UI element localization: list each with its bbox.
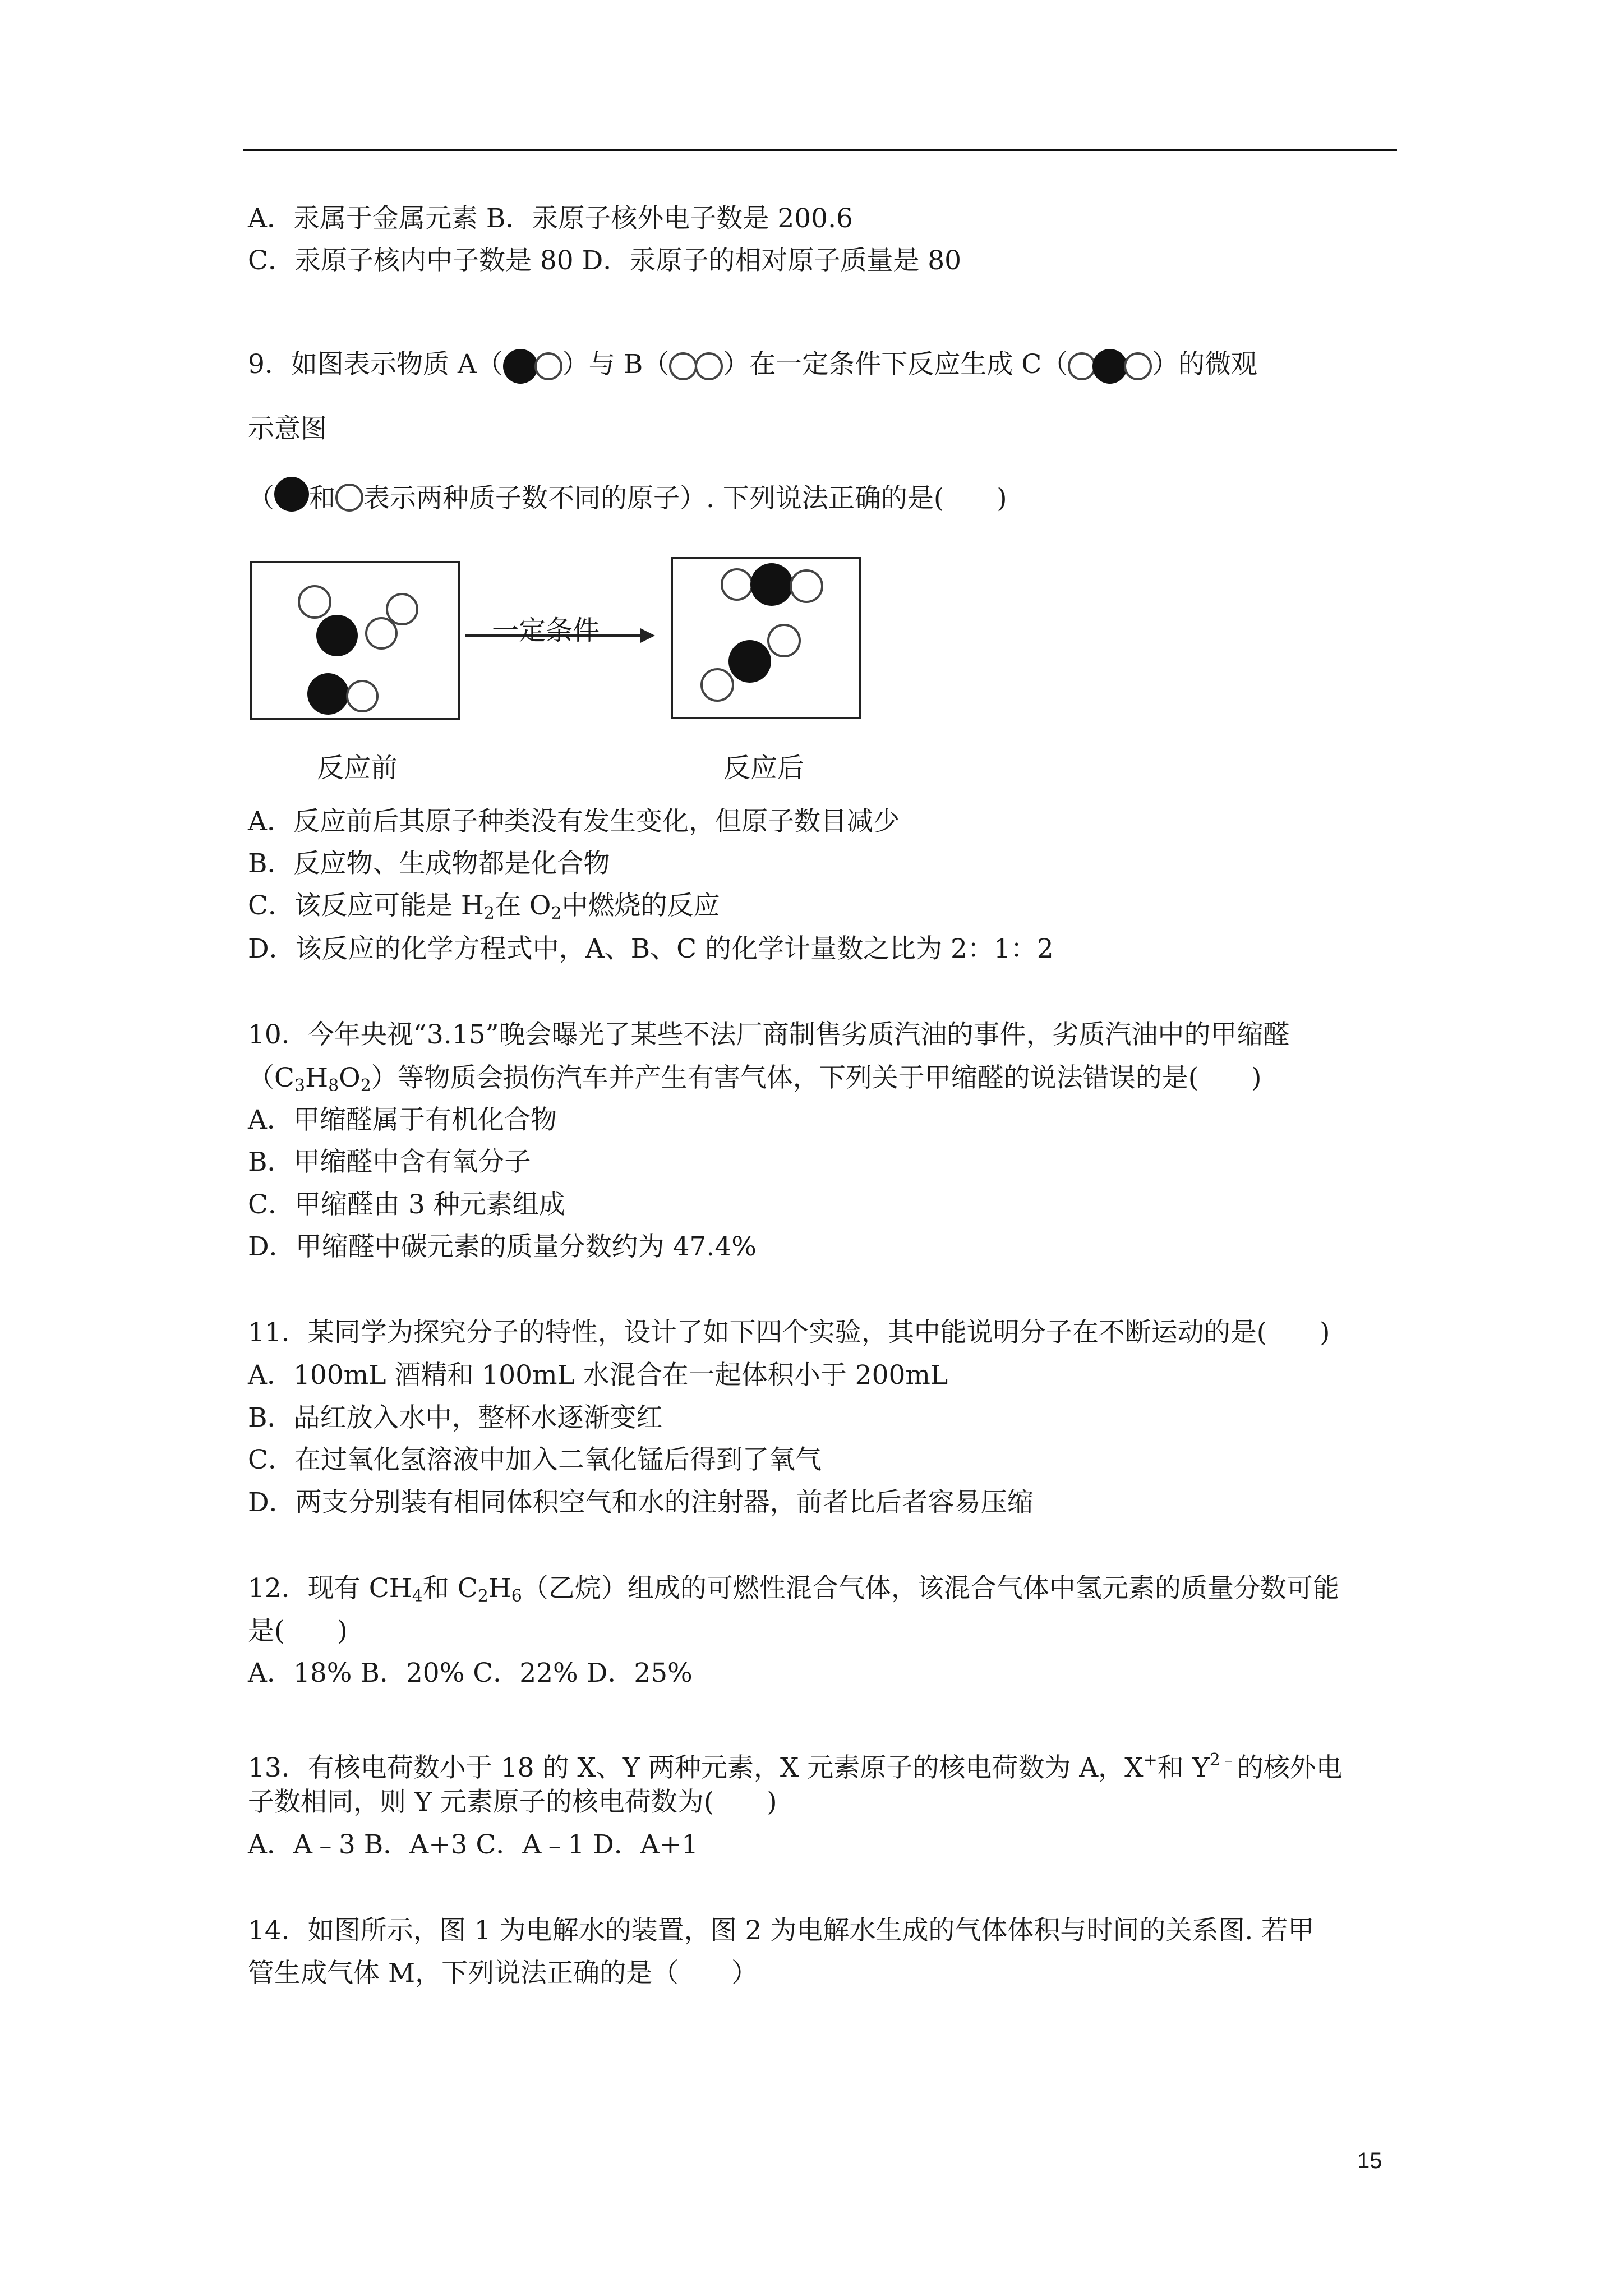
after-label: 反应后 — [723, 753, 805, 783]
molecule-c-icon — [1068, 349, 1152, 384]
atom-white — [347, 681, 377, 711]
q12-options: A．18% B．20% C．22% D．25% — [248, 1658, 693, 1688]
q8-options-cd: C．汞原子核内中子数是 80 D．汞原子的相对原子质量是 80 — [248, 245, 962, 276]
header-rule — [243, 149, 1397, 151]
q9-option-b: B．反应物、生成物都是化合物 — [248, 848, 610, 879]
q13-options: A．A﹣3 B．A+3 C．A﹣1 D．A+1 — [248, 1829, 699, 1860]
q9-option-c: C．该反应可能是 $H_2$在 $O_2$中燃烧的反应 — [248, 890, 720, 923]
reaction-condition-label: 一定条件 — [492, 616, 600, 646]
q11-option-c: C．在过氧化氢溶液中加入二氧化锰后得到了氧气 — [248, 1444, 822, 1475]
before-label: 反应前 — [317, 753, 398, 783]
q14-stem-line2: 管生成气体 M，下列说法正确的是（ ） — [248, 1958, 758, 1989]
atom-white — [299, 586, 330, 618]
q14-stem-line1: 14．如图所示，图 1 为电解水的装置，图 2 为电解水生成的气体体积与时间的关系图. 若甲 — [248, 1915, 1315, 1946]
reaction-arrow-head — [640, 628, 655, 643]
atom-black — [750, 563, 793, 606]
black-atom-icon — [274, 477, 309, 512]
atom-white — [791, 570, 822, 602]
atom-black — [316, 615, 358, 656]
q11-option-b: B．品红放入水中，整杯水逐渐变红 — [248, 1402, 663, 1433]
page-number: 15 — [1357, 2148, 1382, 2173]
q10-option-c: C．甲缩醛由 3 种元素组成 — [248, 1189, 565, 1220]
q13-stem-line2: 子数相同，则 Y 元素原子的核电荷数为( ) — [248, 1787, 777, 1818]
q11-option-a: A．100mL 酒精和 100mL 水混合在一起体积小于 200mL — [248, 1360, 948, 1391]
atom-white — [768, 625, 800, 656]
q12-stem-line1: 12．现有 $CH_4$和 $C_2H_6$（乙烷）组成的可燃性混合气体，该混合气体中氢元素的质量分数可能 — [248, 1573, 1339, 1606]
atom-white — [387, 594, 417, 624]
q10-stem-line1: 10．今年央视“3.15”晚会曝光了某些不法厂商制售劣质汽油的事件，劣质汽油中的甲缩醛 — [248, 1019, 1290, 1050]
atom-black — [307, 673, 349, 715]
q10-option-a: A．甲缩醛属于有机化合物 — [248, 1105, 557, 1135]
q9-stem-line1: 9．如图表示物质 A（ ）与 B（ ）在一定条件下反应生成 C（ ）的微观 — [248, 348, 1257, 384]
atom-white — [366, 618, 396, 648]
q10-stem-line2: $(C_3H_8O_2)$等物质会损伤汽车并产生有害气体，下列关于甲缩醛的说法错误的是( ) — [248, 1062, 1262, 1096]
q11-option-d: D．两支分别装有相同体积空气和水的注射器，前者比后者容易压缩 — [248, 1487, 1034, 1518]
molecule-a-icon — [503, 349, 562, 384]
molecule-b-icon — [669, 352, 723, 380]
atom-white — [702, 669, 733, 701]
q12-stem-line2: 是( ) — [248, 1616, 348, 1646]
atom-white — [722, 569, 752, 600]
q10-option-b: B．甲缩醛中含有氧分子 — [248, 1147, 531, 1177]
q9-option-a: A．反应前后其原子种类没有发生变化，但原子数目减少 — [248, 806, 900, 837]
q11-stem: 11．某同学为探究分子的特性，设计了如下四个实验，其中能说明分子在不断运动的是( ) — [248, 1317, 1330, 1348]
q9-legend: （ 和 表示两种质子数不同的原子）. 下列说法正确的是( ) — [248, 477, 1007, 516]
white-atom-icon — [335, 484, 363, 512]
q9-stem-line2: 示意图 — [248, 413, 327, 444]
reaction-diagram — [241, 553, 903, 788]
q8-options-ab: A．汞属于金属元素 B．汞原子核外电子数是 200.6 — [248, 203, 853, 234]
atom-black — [728, 640, 771, 683]
q13-stem-line1: 13．有核电荷数小于 18 的 X、Y 两种元素，X 元素原子的核电荷数为 A，X+和 $Y^{2﹣}$的核外电 — [248, 1750, 1343, 1783]
q10-option-d: D．甲缩醛中碳元素的质量分数约为 47.4% — [248, 1231, 757, 1262]
q9-option-d: D．该反应的化学方程式中，A、B、C 的化学计量数之比为 2：1：2 — [248, 933, 1054, 964]
